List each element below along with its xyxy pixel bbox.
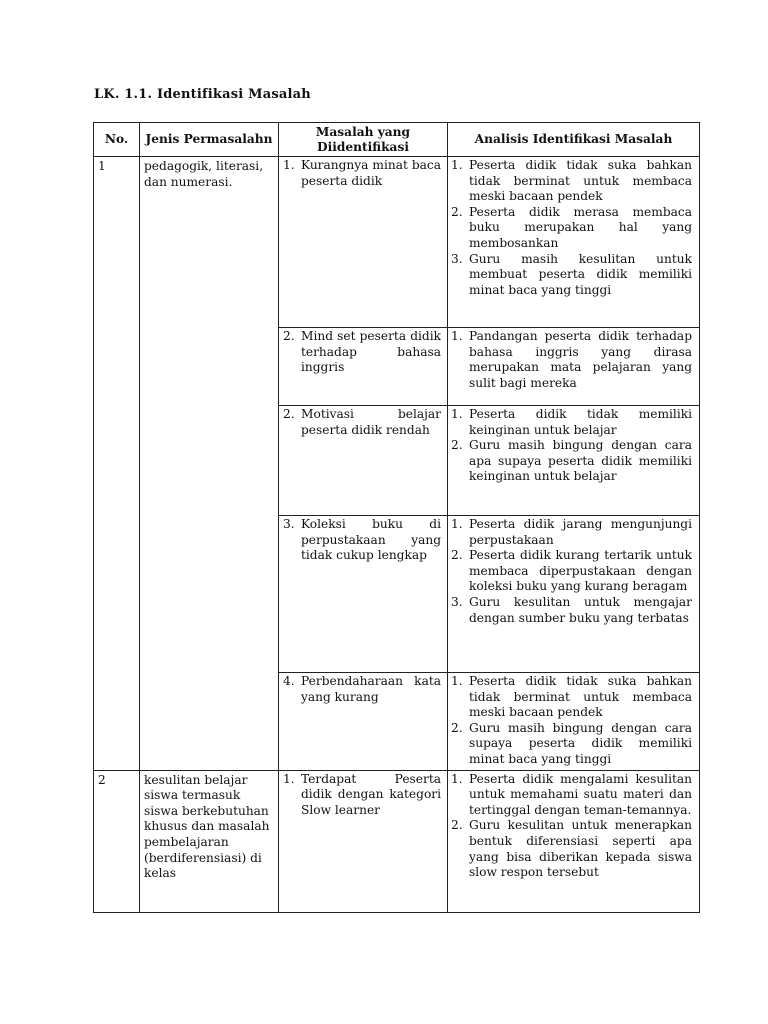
header-no: No. [94,123,140,157]
header-jenis: Jenis Permasalahn [140,123,279,157]
list-item: 2. Guru masih bingung dengan cara supaya peserta didik memiliki minat baca yang tinggi [451,720,692,766]
identified-problem [279,673,448,771]
problem-analysis [448,516,700,673]
list-item: 1. Peserta didik tidak memiliki keinginan untuk belajar [451,407,692,437]
table-row [94,770,700,912]
list-item: 1. Peserta didik tidak suka bahkan tidak berminat untuk membaca meski bacaan pendek [451,158,692,204]
list-item: 2. Mind set peserta didik terhadap bahasa inggris [283,329,441,375]
list-item: 1. Peserta didik jarang mengunjungi perpustakaan [451,517,692,547]
problem-identification-table [93,122,700,913]
identified-problem [279,328,448,406]
problem-analysis [448,770,700,912]
list-item: 3. Guru kesulitan untuk mengajar dengan sumber buku yang terbatas [451,594,692,625]
problem-analysis [448,406,700,516]
list-item: 2. Guru masih bingung dengan cara apa supaya peserta didik memiliki keinginan untuk belajar [451,438,692,484]
table-row [94,157,700,328]
problem-type: kesulitan belajar siswa termasuk siswa berkebutuhan khusus dan masalah pembelajaran (berdiferensiasi) di kelas [140,770,279,912]
problem-type: pedagogik, literasi, dan numerasi. [140,157,279,771]
identified-problem [279,157,448,328]
list-item: 3. Guru masih kesulitan untuk membuat peserta didik memiliki minat baca yang tinggi [451,251,692,297]
list-item: 4. Perbendaharaan kata yang kurang [283,674,441,704]
header-analisis: Analisis Identifikasi Masalah [448,123,700,157]
problem-analysis [448,328,700,406]
list-item: 1. Peserta didik tidak suka bahkan tidak berminat untuk membaca meski bacaan pendek [451,674,692,720]
identified-problem [279,406,448,516]
list-item: 3. Koleksi buku di perpustakaan yang tidak cukup lengkap [283,517,441,563]
problem-analysis [448,673,700,771]
problem-analysis [448,157,700,328]
list-item: 2. Motivasi belajar peserta didik rendah [283,407,441,437]
header-masalah: Masalah yang Diidentifikasi [279,123,448,157]
list-item: 2. Peserta didik kurang tertarik untuk membaca diperpustakaan dengan koleksi buku yang kurang beragam [451,548,692,594]
list-item: 1. Pandangan peserta didik terhadap bahasa inggris yang dirasa merupakan mata pelajaran yang sulit bagi mereka [451,329,692,390]
list-item: 2. Peserta didik merasa membaca buku merupakan hal yang membosankan [451,204,692,250]
list-item: 1. Peserta didik mengalami kesulitan untuk memahami suatu materi dan tertinggal dengan teman-temannya. [451,771,692,817]
header-row [94,123,700,157]
list-item: 2. Guru kesulitan untuk menerapkan bentuk diferensiasi seperti apa yang bisa diberikan kepada siswa slow respon tersebut [451,818,692,880]
row-number: 2 [94,770,140,912]
identified-problem [279,516,448,673]
list-item: 1. Terdapat Peserta didik dengan kategori Slow learner [283,771,441,817]
identified-problem [279,770,448,912]
page-title: LK. 1.1. Identifikasi Masalah [94,87,311,102]
row-number: 1 [94,157,140,771]
list-item: 1. Kurangnya minat baca peserta didik [283,158,441,188]
